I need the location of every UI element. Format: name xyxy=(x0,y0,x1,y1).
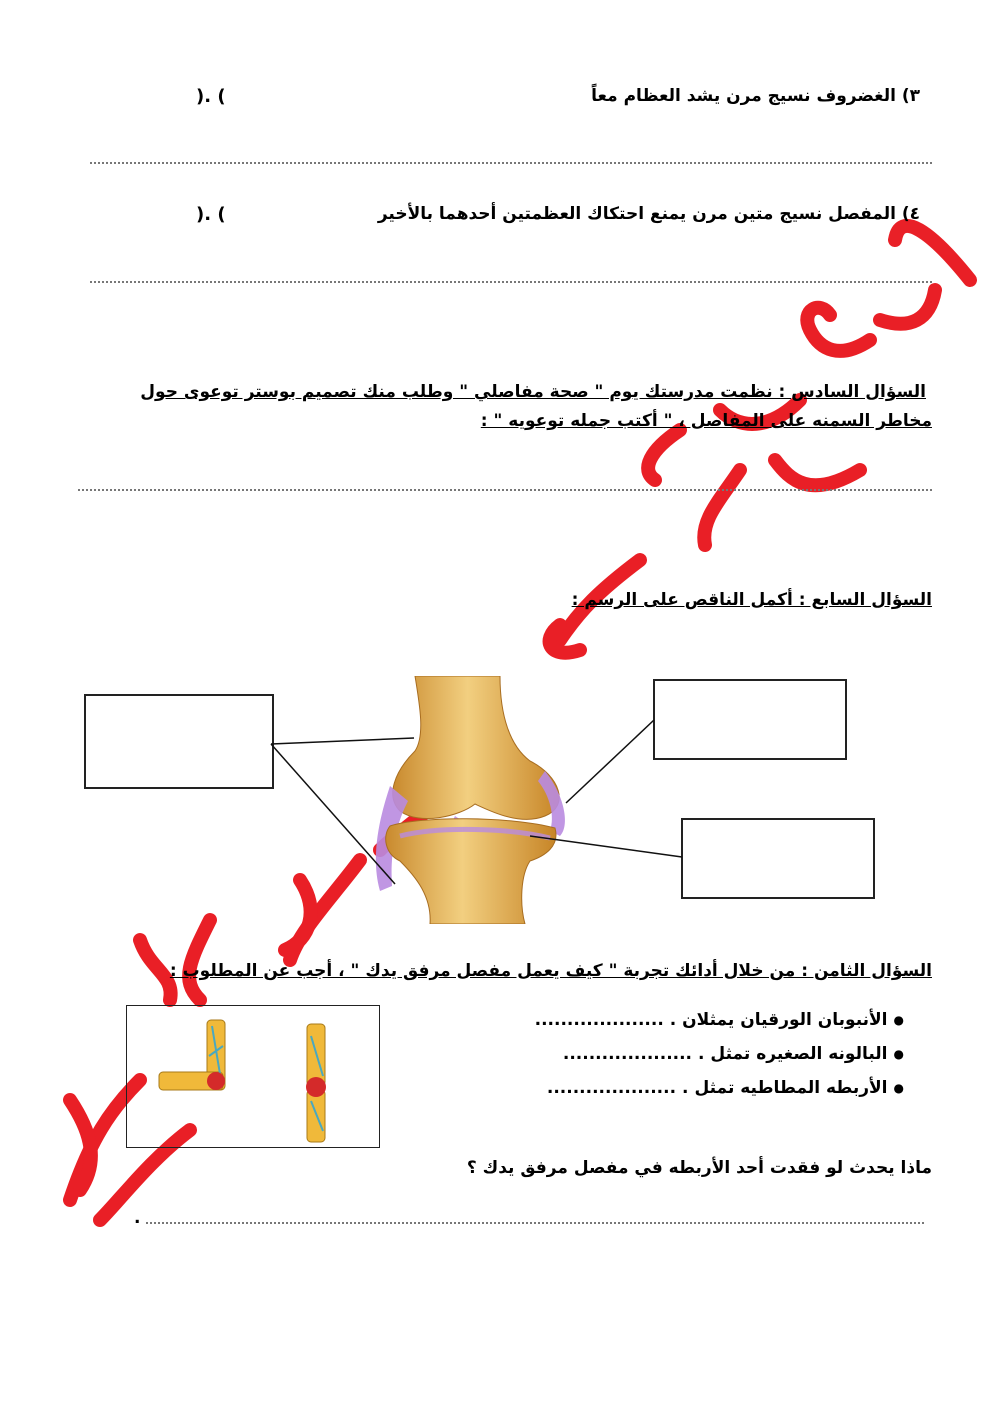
item-label: البالونه الصغيره تمثل xyxy=(710,1044,888,1064)
question-4-text: ٤) المفصل نسيج متين مرن يمنع احتكاك العظمتين أحدهما بالأخير xyxy=(377,204,920,224)
question-3-text: ٣) الغضروف نسيج مرن يشد العظام معاً xyxy=(591,86,920,106)
bullet-icon: ● xyxy=(893,1081,904,1095)
elbow-model-image xyxy=(126,1005,380,1148)
question-6-line-2: مخاطر السمنه على المفاصل ، " أكتب جمله توعويه " : xyxy=(480,411,932,431)
answer-end-dot: . xyxy=(134,1208,141,1228)
item-blank[interactable]: .................... . xyxy=(562,1044,705,1064)
bullet-icon: ● xyxy=(893,1013,904,1027)
list-item xyxy=(535,1010,904,1030)
bullet-icon: ● xyxy=(893,1047,904,1061)
item-blank[interactable]: .................... . xyxy=(534,1010,677,1030)
list-item xyxy=(563,1044,904,1064)
item-blank[interactable]: .................... . xyxy=(546,1078,689,1098)
answer-line[interactable] xyxy=(146,1222,924,1224)
item-label: الأربطه المطاطيه تمثل xyxy=(694,1078,888,1098)
question-4-answer-parens[interactable]: ). ( xyxy=(196,204,226,225)
question-8-followup: ماذا يحدث لو فقدت أحد الأربطه في مفصل مرفق يدك ؟ xyxy=(466,1158,932,1178)
question-7-heading: السؤال السابع : أكمل الناقص على الرسم : xyxy=(571,590,932,610)
item-label: الأنبوبان الورقيان يمثلان xyxy=(682,1010,888,1030)
question-8-heading: السؤال الثامن : من خلال أدائك تجربة " كيف يعمل مفصل مرفق يدك " ، أجب عن المطلوب : xyxy=(169,961,932,981)
question-3-answer-parens[interactable]: ). ( xyxy=(196,86,226,107)
question-6-line-1: السؤال السادس : نظمت مدرستك يوم " صحة مفاصلي " وطلب منك تصميم بوستر توعوى حول xyxy=(140,382,926,402)
list-item xyxy=(547,1078,904,1098)
